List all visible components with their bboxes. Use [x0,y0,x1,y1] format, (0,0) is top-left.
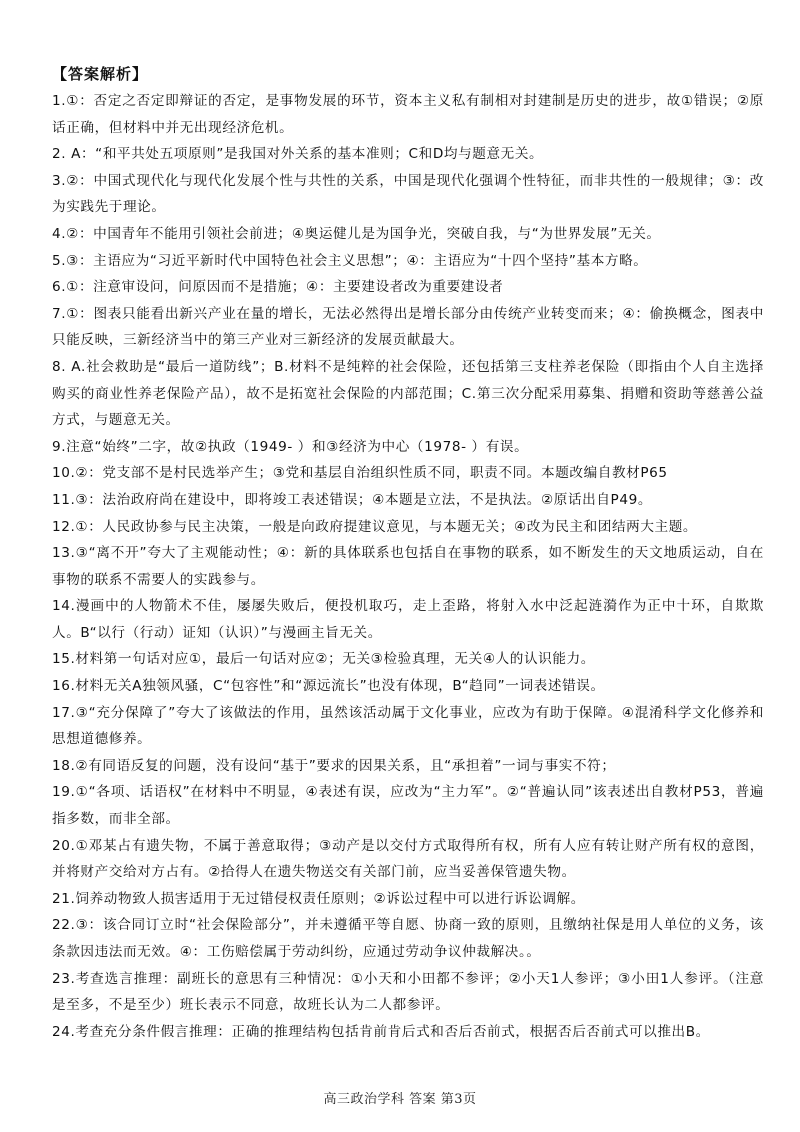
answer-item-4: 4.②：中国青年不能用引领社会前进；④奥运健儿是为国争光，突破自我，与“为世界发展”无关。 [52,225,661,242]
page-footer: 高三政治学科 答案 第3页 [323,1092,477,1107]
answer-item-13: 13.③“离不开”夸大了主观能动性；④：新的具体联系也包括自在事物的联系，如不断发生的天文地质运动，自在事物的联系不需要人的实践参与。 [52,545,764,588]
answer-item-11: 11.③：法治政府尚在建设中，即将竣工表述错误；④本题是立法，不是执法。②原话出自P49。 [52,491,653,508]
answer-item-20: 20.①邓某占有遗失物，不属于善意取得；③动产是以交付方式取得所有权，所有人应有转让财产所有权的意图，并将财产交给对方占有。②拾得人在遗失物送交有关部门前，应当妥善保管遗失物。 [52,837,764,881]
answer-item-24: 24.考查充分条件假言推理：正确的推理结构包括肯前肯后式和否后否前式，根据否后否前式可以推出B。 [52,1023,710,1040]
answer-item-15: 15.材料第一句话对应①，最后一句话对应②；无关③检验真理，无关④人的认识能力。 [52,651,595,668]
answer-item-3: 3.②：中国式现代化与现代化发展个性与共性的关系，中国是现代化强调个性特征，而非共性的一般规律；③：改为实践先于理论。 [52,172,764,216]
answer-item-7: 7.①：图表只能看出新兴产业在量的增长，无法必然得出是增长部分由传统产业转变而来；④：偷换概念，图表中只能反映，三新经济当中的第三产业对三新经济的发展贡献最大。 [52,305,764,349]
answer-item-23: 23.考查选言推理：副班长的意思有三种情况：①小天和小田都不参评；②小天1人参评；③小田1人参评。（注意是至多，不是至少）班长表示不同意，故班长认为二人都参评。 [52,970,764,1014]
answer-item-22: 22.③：该合同订立时“社会保险部分”，并未遵循平等自愿、协商一致的原则，且缴纳社保是用人单位的义务，该条款因违法而无效。④：工伤赔偿属于劳动纠纷，应通过劳动争议仲裁解决。。 [52,917,764,960]
answer-item-19: 19.①“各项、话语权”在材料中不明显，④表述有误，应改为“主力军”。②“普遍认同”该表述出自教材P53，普遍指多数，而非全部。 [52,784,764,828]
answer-item-14: 14.漫画中的人物箭术不佳，屡屡失败后，便投机取巧，走上歪路，将射入水中泛起涟漪作为正中十环，自欺欺人。B“以行（行动）证知（认识）”与漫画主旨无关。 [52,598,764,641]
answer-item-16: 16.材料无关A独领风骚，C“包容性”和“源远流长”也没有体现，B“趋同”一词表述错误。 [52,678,605,695]
answer-analysis-section [52,62,764,1045]
answer-item-12: 12.①：人民政协参与民主决策，一般是向政府提建议意见，与本题无关；④改为民主和团结两大主题。 [52,518,698,535]
answer-item-18: 18.②有同语反复的问题，没有设问“基于”要求的因果关系，且“承担着”一词与事实不符； [52,757,616,774]
answer-item-2: 2. A：“和平共处五项原则”是我国对外关系的基本准则；C和D均与题意无关。 [52,146,544,163]
answer-list [52,88,764,1045]
answer-item-8: 8. A.社会救助是“最后一道防线”；B.材料不是纯粹的社会保险，还包括第三支柱养老保险（即指由个人自主选择购买的商业性养老保险产品），故不是拓宽社会保险的内部范围；C.第三次分配采用募集、捐赠和资助等慈善公益方式，与题意无关。 [52,358,764,429]
answer-item-1: 1.①：否定之否定即辩证的否定，是事物发展的环节，资本主义私有制相对封建制是历史的进步，故①错误；②原话正确，但材料中并无出现经济危机。 [52,93,764,136]
answer-item-6: 6.①：注意审设问，问原因而不是措施；④：主要建设者改为重要建设者 [52,279,504,296]
answer-item-21: 21.饲养动物致人损害适用于无过错侵权责任原则；②诉讼过程中可以进行诉讼调解。 [52,890,585,907]
answer-item-17: 17.③“充分保障了”夸大了该做法的作用，虽然该活动属于文化事业，应改为有助于保障。④混淆科学文化修养和思想道德修养。 [52,704,764,748]
section-heading: 【答案解析】 [52,65,149,83]
answer-item-10: 10.②：党支部不是村民选举产生；③党和基层自治组织性质不同，职责不同。本题改编自教材P65 [52,465,668,482]
answer-item-5: 5.③：主语应为“习近平新时代中国特色社会主义思想”；④：主语应为“十四个坚持”基本方略。 [52,252,648,269]
answer-item-9: 9.注意“始终”二字，故②执政（1949- ）和③经济为中心（1978- ）有误。 [52,438,529,455]
